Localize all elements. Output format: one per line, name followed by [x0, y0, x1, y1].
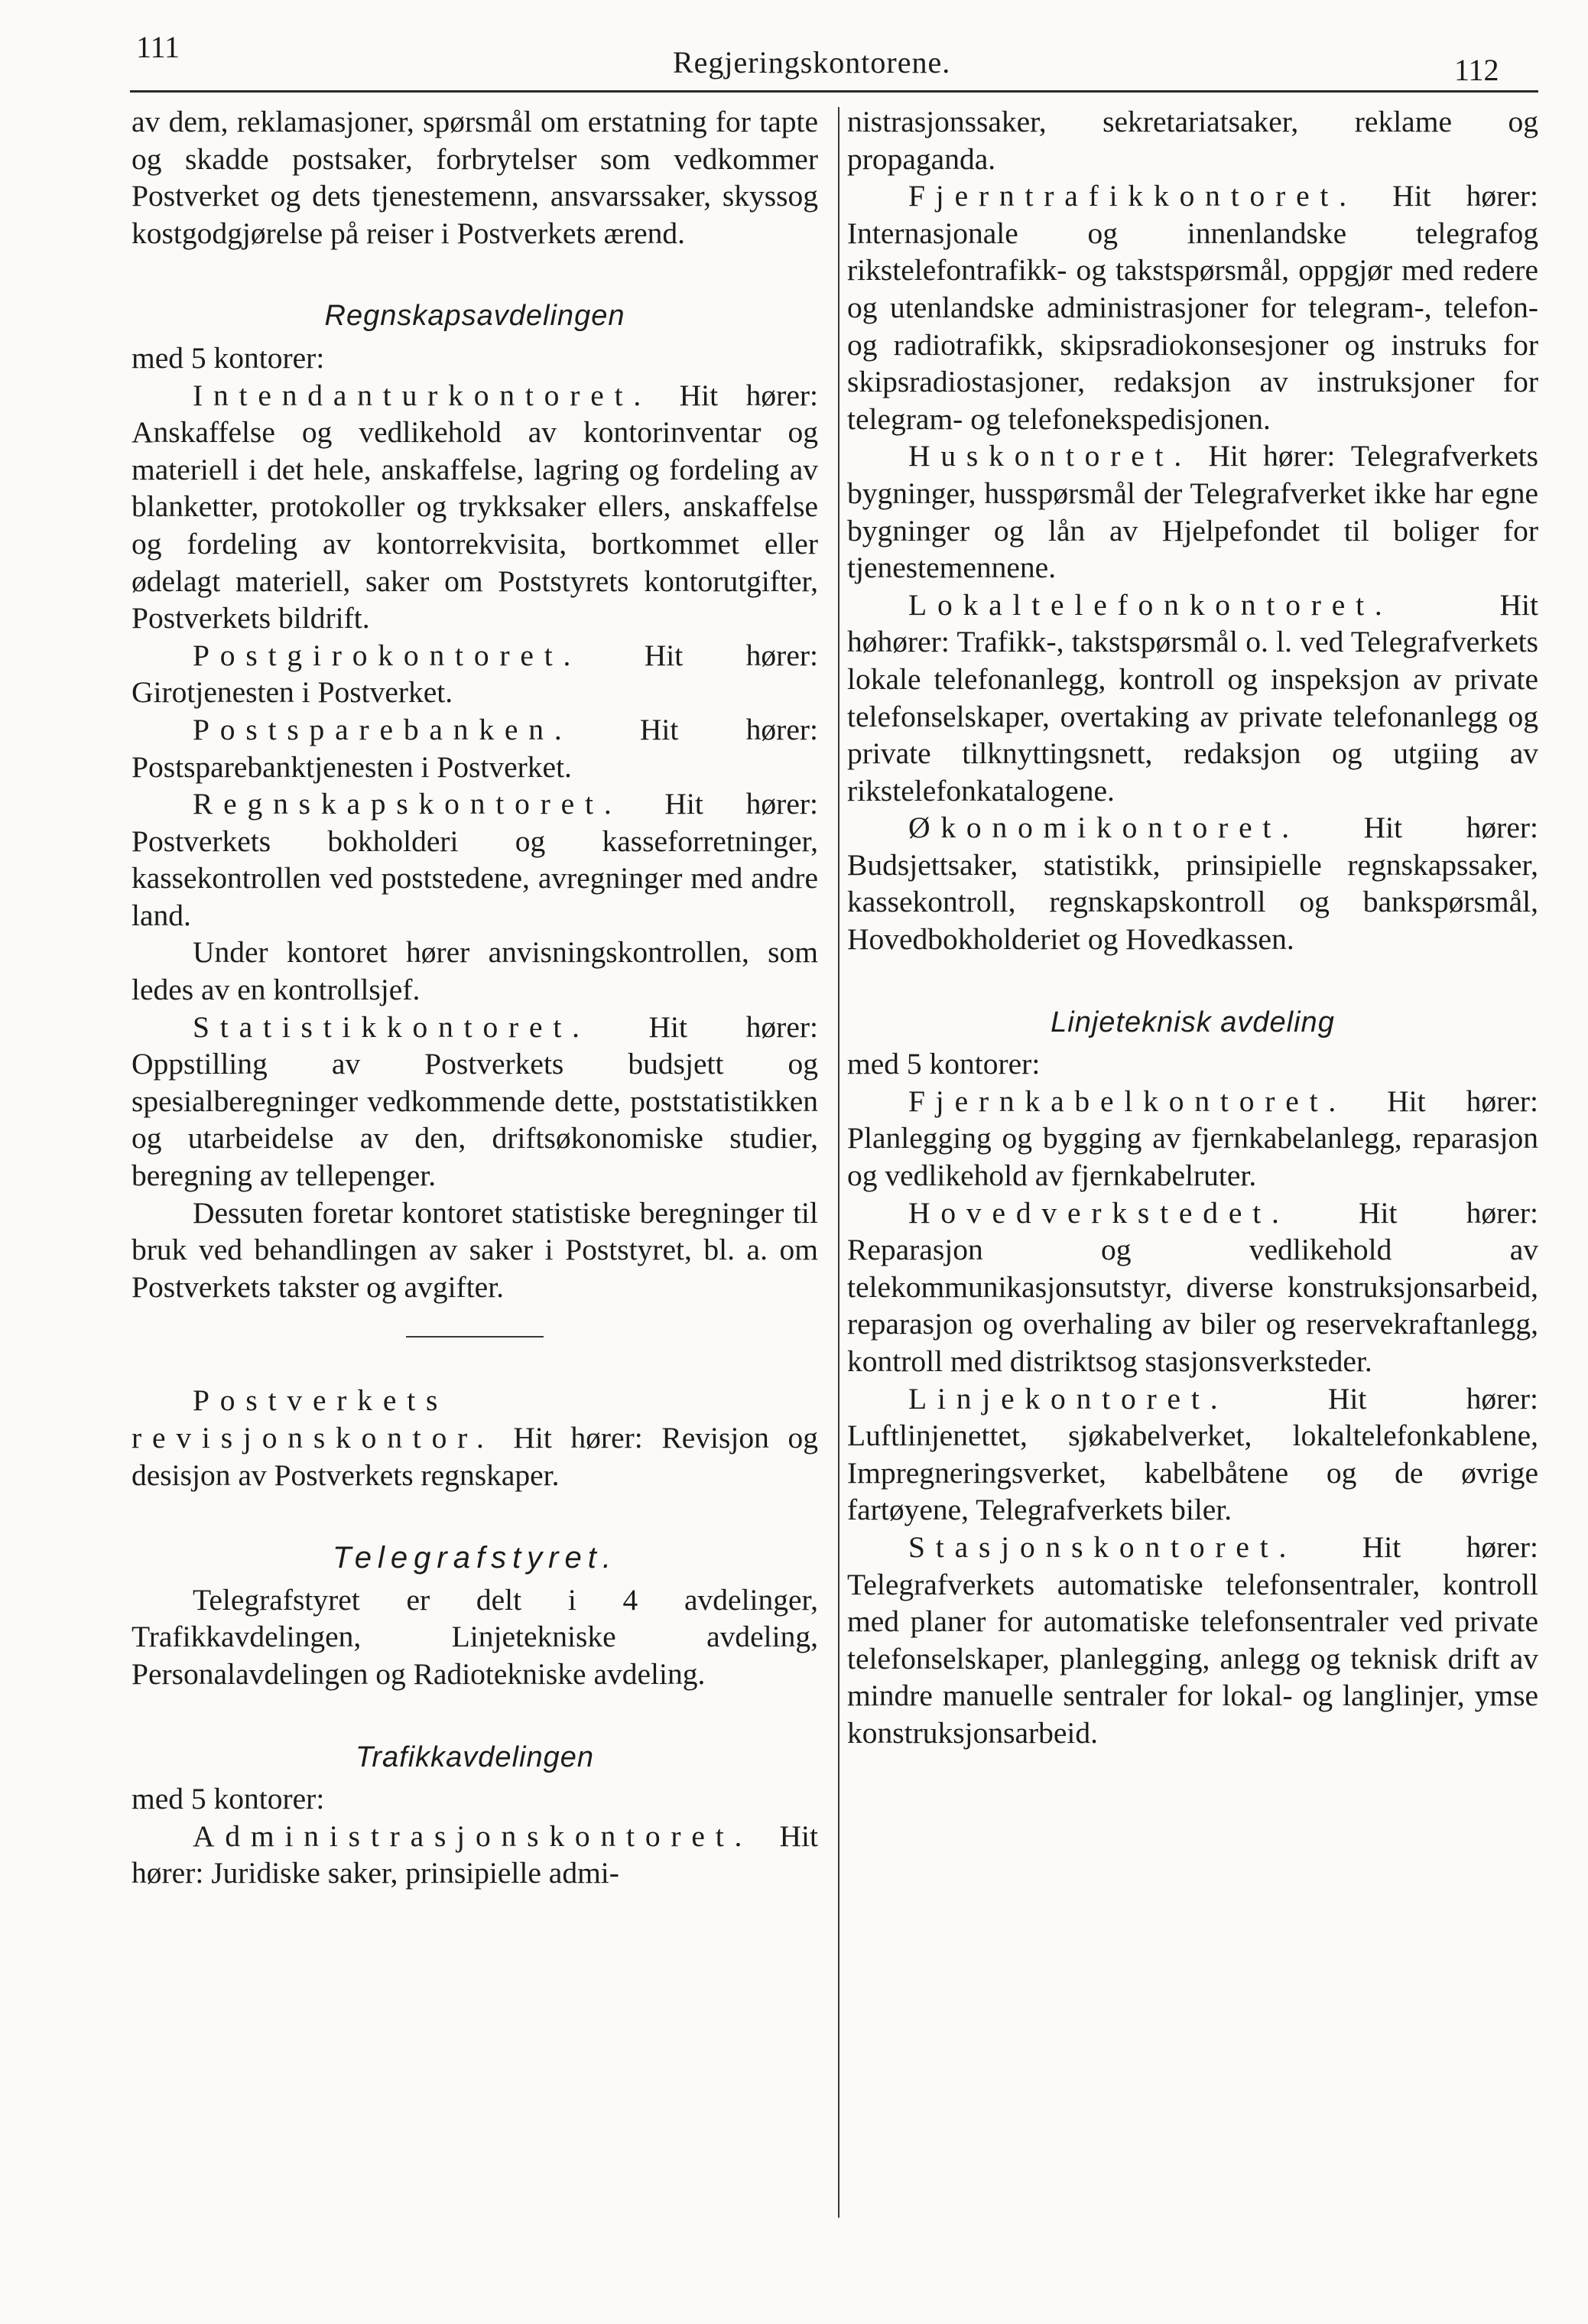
header-rule	[130, 90, 1538, 93]
running-title: Regjeringskontorene.	[673, 45, 951, 80]
entry-name: Linjekontoret.	[908, 1381, 1229, 1416]
entry-text: Hit hører: Planlegging og bygging av fjernkabelanlegg, reparasjon og vedlikehold av fjernkabelruter.	[847, 1084, 1538, 1193]
entry-intendantur	[132, 377, 818, 637]
left-column	[132, 103, 818, 1892]
entry-linjekontoret	[847, 1380, 1538, 1529]
page-number-left: 111	[136, 30, 180, 64]
intro-paragraph: av dem, reklamasjoner, spørsmål om erstatning for tapte og skadde postsaker, forbrytelser som vedkommer Postverket og dets tjenestemenn, ansvarssaker, skyssog kostgodgjørelse på reiser i Postverkets ærend.	[132, 105, 818, 250]
entry-text: Hit høhører: Trafikk-, takstspørsmål o. l. ved Telegrafverkets lokale telefonanlegg, kontroll og inspeksjon av private telefonselskaper, overtaking av private telefonanlegg og private tilknyttingsnett, redaksjon og utgiing av rikstelefonkatalogene.	[847, 587, 1538, 808]
entry-text: Hit hører: Luftlinjenettet, sjøkabelverket, lokaltelefonkablene, Impregneringsverket, kabelbåtene og de øvrige fartøyene, Telegrafverkets biler.	[847, 1381, 1538, 1527]
entry-administrasjonskontoret	[132, 1818, 818, 1892]
entry-text-continued: Under kontoret hører anvisningskontrollen, som ledes av en kontrollsjef.	[132, 935, 818, 1007]
entry-text: Hit hører: Internasjonale og innenlandske telegrafog rikstelefontrafikk- og takstspørsmål, oppgjør med redere og utenlandske administrasjoner for telegram-, telefon- og radiotrafikk, skipsradiokonsesjoner og instruks for skipsradiostasjoner, redaksjon av instruksjoner for telegram- og telefonekspedisjonen.	[847, 179, 1538, 436]
column-divider	[838, 107, 839, 2218]
entry-text: Hit hører: Telegrafverkets automatiske telefonsentraler, kontroll med planer for automatiske telefonsentraler ved private telefonselskaper, planlegging, anlegg og teknisk drift av mindre manuelle sentraler for lokal- og langlinjer, ymse konstruksjonsarbeid.	[847, 1529, 1538, 1750]
entry-name: Regnskapskontoret.	[193, 787, 622, 821]
entry-text-continued: Dessuten foretar kontoret statistiske beregninger til bruk ved behandlingen av saker i Poststyret, bl. a. om Postverkets takster og avgifter.	[132, 1195, 818, 1304]
entry-name: Intendanturkontoret.	[193, 378, 652, 412]
section-heading-linjeteknisk: Linjeteknisk avdeling	[1051, 1006, 1335, 1038]
page-header	[0, 0, 1588, 87]
entry-text: Hit hører: Revisjon og desisjon av Postverkets regnskaper.	[132, 1421, 818, 1492]
entry-text: Hit hører: Postverkets bokholderi og kasseforretninger, kassekontrollen ved poststedene, avregninger med andre land.	[132, 787, 818, 932]
entry-name: Postgirokontoret.	[193, 638, 582, 672]
entry-stasjonskontoret	[847, 1529, 1538, 1752]
section-heading-trafikk: Trafikkavdelingen	[355, 1741, 594, 1773]
entry-text: Hit hører: Postsparebanktjenesten i Postverket.	[132, 712, 818, 784]
entry-revisjonskontor	[132, 1382, 818, 1494]
telegrafstyret-paragraph: Telegrafstyret er delt i 4 avdelinger, Trafikkavdelingen, Linjetekniske avdeling, Personalavdelingen og Radiotekniske avdeling.	[132, 1582, 818, 1691]
entry-fjernkabelkontoret	[847, 1083, 1538, 1195]
page-number-right: 112	[1454, 53, 1499, 87]
entry-text: Hit hører: Oppstilling av Postverkets budsjett og spesialberegninger vedkommende dette, poststatistikken og utarbeidelse av den, driftsøkonomiske studier, beregning av tellepenger.	[132, 1009, 818, 1193]
entry-name: Hovedverkstedet.	[908, 1195, 1290, 1230]
section-subheading: med 5 kontorer:	[132, 340, 325, 375]
entry-text: Hit hører: Budsjettsaker, statistikk, prinsipielle regnskapssaker, kassekontroll, regnskapskontroll og bankspørsmål, Hovedbokholderiet og Hovedkassen.	[847, 811, 1538, 957]
entry-name: Lokaltelefonkontoret.	[908, 587, 1393, 622]
entry-postgiro	[132, 637, 818, 711]
section-divider	[406, 1336, 544, 1338]
entry-name: Stasjonskontoret.	[908, 1529, 1297, 1564]
entry-text: Hit hører: Girotjenesten i Postverket.	[132, 638, 818, 710]
entry-name: Økonomikontoret.	[908, 811, 1300, 845]
entry-name: Statistikkontoret.	[193, 1009, 590, 1044]
section-heading-regnskap: Regnskapsavdelingen	[324, 300, 625, 333]
entry-name: Fjernkabelkontoret.	[908, 1084, 1347, 1118]
entry-fjerntrafikkontoret	[847, 177, 1538, 437]
continued-paragraph: nistrasjonssaker, sekretariatsaker, reklame og propaganda.	[847, 105, 1538, 176]
entry-name: Postverkets revisjonskontor.	[132, 1383, 495, 1455]
entry-name: Administrasjonskontoret.	[193, 1819, 753, 1853]
entry-hovedverkstedet	[847, 1195, 1538, 1380]
section-subheading: med 5 kontorer:	[132, 1782, 325, 1816]
entry-text: Hit hører: Anskaffelse og vedlikehold av kontorinventar og materiell i det hele, anskaffelse, lagring og fordeling av blanketter, protokoller og trykksaker ellers, anskaffelse og fordeling av kontorrekvisita, bortkommet eller ødelagt materiell, saker om Poststyrets kontorutgifter, Postverkets bildrift.	[132, 378, 818, 635]
entry-lokaltelefonkontoret	[847, 587, 1538, 810]
section-subheading: med 5 kontorer:	[847, 1047, 1041, 1081]
entry-text: Hit hører: Reparasjon og vedlikehold av telekommunikasjonsutstyr, diverse konstruksjonsarbeid, reparasjon og overhaling av biler og reservekraftanlegg, kontroll med distriktsog stasjonsverksteder.	[847, 1195, 1538, 1378]
entry-name: Fjerntrafikkontoret.	[908, 179, 1357, 213]
section-heading-telegrafstyret: Telegrafstyret.	[333, 1541, 617, 1575]
entry-huskontoret	[847, 437, 1538, 586]
entry-statistikkontoret	[132, 1009, 818, 1195]
right-column	[847, 103, 1538, 1752]
entry-okonomikontoret	[847, 809, 1538, 957]
entry-text: Hit hører: Telegrafverkets bygninger, husspørsmål der Telegrafverket ikke har egne bygninger og lån av Hjelpefondet til boliger for tjenestemennene.	[847, 439, 1538, 585]
entry-regnskapskontoret	[132, 785, 818, 934]
entry-name: Postsparebanken.	[193, 712, 573, 746]
entry-postsparebanken	[132, 711, 818, 785]
entry-name: Huskontoret.	[908, 439, 1193, 473]
entry-text: Hit hører: Juridiske saker, prinsipielle admi-	[132, 1819, 818, 1890]
